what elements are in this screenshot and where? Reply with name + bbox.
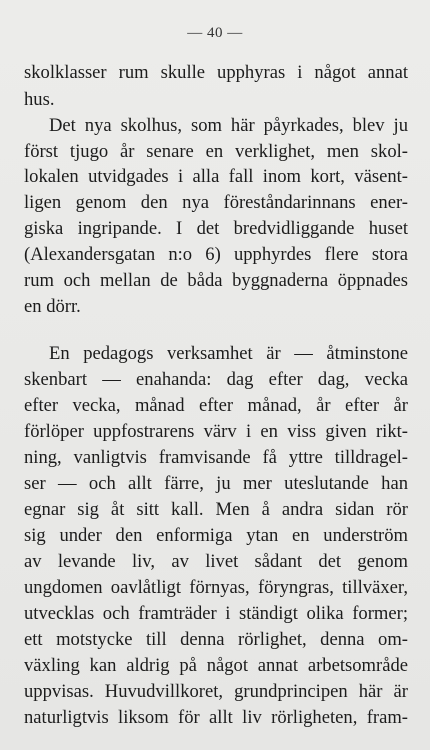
text-line: ning, vanligtvis framvisande få yttre tilldragel- [24,447,408,468]
text-line: naturligtvis liksom för allt liv rörligheten, fram- [24,707,408,728]
text-line: egnar sig åt sitt kall. Men å andra sidan rör [24,499,408,520]
text-line: efter vecka, månad efter månad, år efter år [24,395,408,416]
text-line: (Alexandersgatan n:o 6) upphyrdes flere stora [24,244,408,265]
text-line: en dörr. [24,296,81,317]
text-line: En pedagogs verksamhet är — åtminstone [49,343,408,364]
text-line: lokalen utvidgades i alla fall inom kort, väsent- [24,166,408,187]
text-line: skenbart — enahanda: dag efter dag, vecka [24,369,408,390]
text-line: förlöper uppfostrarens värv i en viss given rikt- [24,421,408,442]
text-line: hus. [24,89,55,110]
page-number: — 40 — [187,25,243,41]
text-line: uppvisas. Huvudvillkoret, grundprincipen här är [24,681,408,702]
text-line: giska ingripande. I det bredvidliggande huset [24,218,408,239]
text-line: Det nya skolhus, som här påyrkades, blev ju [49,115,408,136]
text-line: sig under den enformiga ytan en underström [24,525,408,546]
text-line: skolklasser rum skulle upphyras i något annat [24,62,408,83]
text-line: ligen genom den nya föreståndarinnans ener- [24,192,408,213]
text-line: av levande liv, av livet sådant det genom [24,551,408,572]
text-line: ser — och allt färre, ju mer uteslutande han [24,473,408,494]
text-line: växling kan aldrig på något annat arbetsområde [24,655,408,676]
text-line: rum och mellan de båda byggnaderna öppnades [24,270,408,291]
text-line: utvecklas och framträder i ständigt olika former; [24,603,408,624]
text-line: först tjugo år senare en verklighet, men skol- [24,141,408,162]
text-line: ett motstycke till denna rörlighet, denna om- [24,629,408,650]
text-line: ungdomen oavlåtligt förnyas, föryngras, tillväxer, [24,577,408,598]
